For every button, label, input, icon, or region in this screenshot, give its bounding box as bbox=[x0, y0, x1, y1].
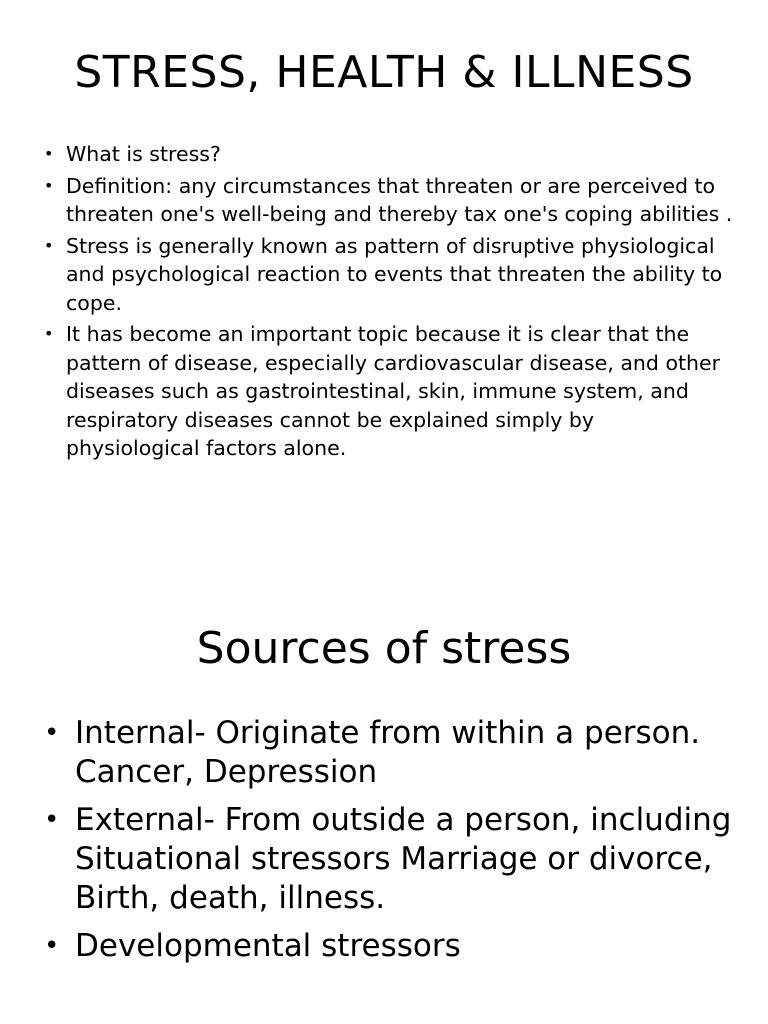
bullet-icon: • bbox=[44, 144, 54, 163]
bullet-text: External- From outside a person, including Situational stressors Marriage or divorce, Birth, death, illness. bbox=[75, 802, 732, 916]
list-item bbox=[44, 801, 734, 918]
bullet-text: Internal- Originate from within a person. Cancer, Depression bbox=[75, 715, 701, 790]
bullet-icon: • bbox=[44, 931, 60, 961]
list-item bbox=[44, 172, 734, 229]
list-item bbox=[44, 714, 734, 792]
bullet-text: Stress is generally known as pattern of disruptive physiological and psychological reaction to events that threaten the ability to cope. bbox=[66, 233, 723, 315]
bullet-icon: • bbox=[44, 175, 54, 195]
bullet-icon: • bbox=[44, 718, 60, 748]
list-item bbox=[44, 320, 734, 463]
slide-title: Sources of stress bbox=[196, 623, 572, 674]
bullet-icon: • bbox=[44, 235, 54, 255]
bullet-text: Definition: any circumstances that threaten or are perceived to threaten one's well-being and thereby tax one's coping abilities . bbox=[66, 173, 733, 226]
bullet-list bbox=[44, 714, 734, 975]
bullet-text: It has become an important topic because it is clear that the pattern of disease, especially cardiovascular disease, and other diseases such as gastrointestinal, skin, immune system, and respiratory diseases cannot be explained simply by physiological factors alone. bbox=[66, 322, 721, 460]
slide-title: STRESS, HEALTH & ILLNESS bbox=[74, 47, 694, 98]
list-item bbox=[44, 140, 734, 169]
bullet-icon: • bbox=[44, 324, 54, 343]
list-item bbox=[44, 927, 734, 966]
bullet-icon: • bbox=[44, 805, 60, 835]
bullet-list bbox=[44, 140, 734, 466]
list-item bbox=[44, 232, 734, 318]
bullet-text: Developmental stressors bbox=[75, 928, 461, 964]
bullet-text: What is stress? bbox=[66, 142, 221, 166]
slide-sources-of-stress bbox=[0, 560, 768, 1024]
